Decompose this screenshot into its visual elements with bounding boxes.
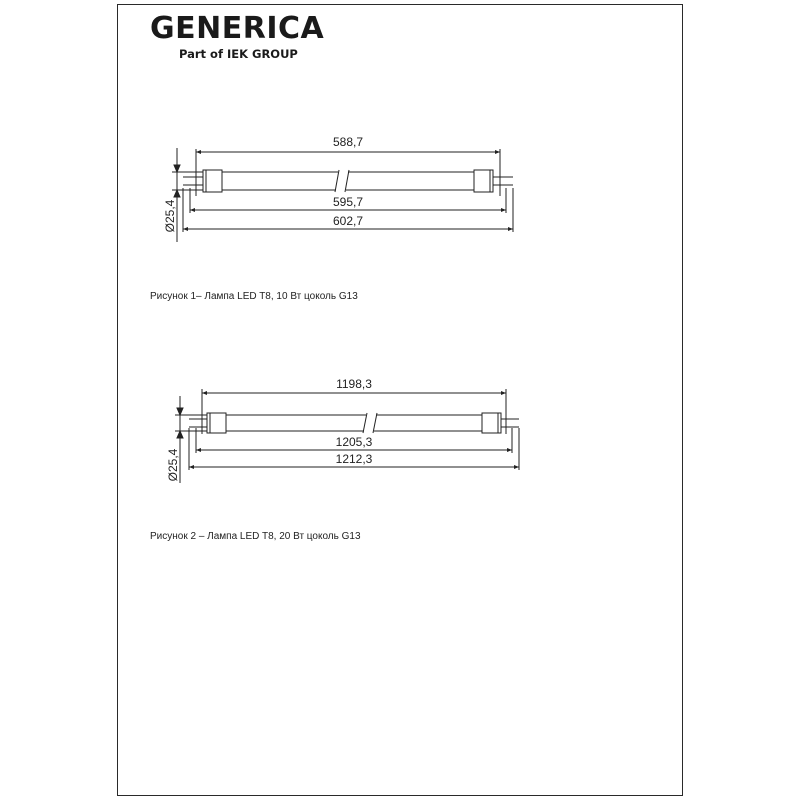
fig1-dim-text-bottom: 602,7 bbox=[332, 214, 364, 228]
fig2-dim-text-top: 1198,3 bbox=[336, 377, 372, 391]
logo-tagline: Part of IEK GROUP bbox=[179, 47, 298, 61]
fig2-dim-text-bottom: 1212,3 bbox=[335, 452, 373, 466]
fig1-dim-text-middle: 595,7 bbox=[332, 195, 364, 209]
fig2-dim-text-middle: 1205,3 bbox=[335, 435, 373, 449]
fig1-dim-text-top: 588,7 bbox=[332, 135, 364, 149]
fig2-diameter-text: Ø25,4 bbox=[166, 448, 180, 482]
figure-1-caption: Рисунок 1– Лампа LED T8, 10 Вт цоколь G13 bbox=[150, 291, 358, 302]
fig1-diameter-text: Ø25,4 bbox=[163, 199, 177, 233]
fig1-lamp-tube bbox=[222, 170, 474, 192]
logo-brand: GENERICA bbox=[150, 11, 325, 46]
figure-2-caption: Рисунок 2 – Лампа LED T8, 20 Вт цоколь G13 bbox=[150, 531, 361, 542]
fig2-lamp-tube bbox=[226, 413, 482, 433]
